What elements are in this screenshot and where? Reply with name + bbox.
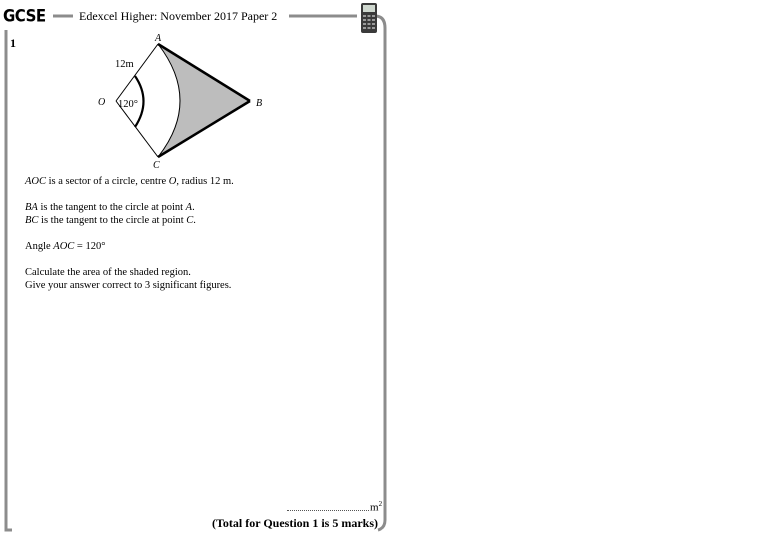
text-segment: BA <box>25 202 38 213</box>
label-angle: 120° <box>118 99 138 110</box>
question-line-1 <box>25 175 234 188</box>
label-C: C <box>153 160 160 171</box>
text-segment: is the tangent to the circle at point <box>37 202 186 213</box>
question-number: 1 <box>10 36 16 50</box>
text-segment: is the tangent to the circle at point <box>38 215 187 226</box>
question-line-5 <box>25 266 191 279</box>
answer-unit: $m^2$ <box>370 500 383 514</box>
text-segment: O <box>168 176 177 187</box>
paper-title: Edexcel Higher: November 2017 Paper 2 <box>79 9 278 23</box>
total-marks: (Total for Question 1 is 5 marks) <box>212 516 379 530</box>
answer-line[interactable] <box>287 510 369 511</box>
text-segment: . <box>192 202 195 213</box>
text-segment: , radius 12 m. <box>176 176 234 187</box>
question-line-3 <box>25 214 196 227</box>
shaded-region <box>158 44 250 157</box>
label-radius: 12m <box>115 59 134 70</box>
text-segment: BC <box>25 215 39 226</box>
label-A: A <box>155 33 162 44</box>
text-segment: Angle <box>25 241 54 252</box>
label-B: B <box>256 98 263 109</box>
text-segment: A <box>185 202 193 213</box>
text-segment: = 120° <box>74 241 106 252</box>
text-segment: is a sector of a circle, centre <box>46 176 169 187</box>
sector-tangent-diagram <box>0 0 400 175</box>
text-segment: AOC <box>53 241 75 252</box>
text-segment: C <box>186 215 194 226</box>
text-segment: Calculate the area of the shaded region. <box>25 267 191 278</box>
text-segment: . <box>193 215 196 226</box>
question-line-6 <box>25 279 231 292</box>
text-segment: AOC <box>25 176 46 187</box>
label-O: O <box>98 97 106 108</box>
radius-OA <box>116 44 158 101</box>
question-line-4 <box>25 240 105 253</box>
gcse-logo: GCSE <box>3 6 46 26</box>
text-segment: Give your answer correct to 3 significant figures. <box>25 280 232 291</box>
question-line-2 <box>25 201 195 214</box>
